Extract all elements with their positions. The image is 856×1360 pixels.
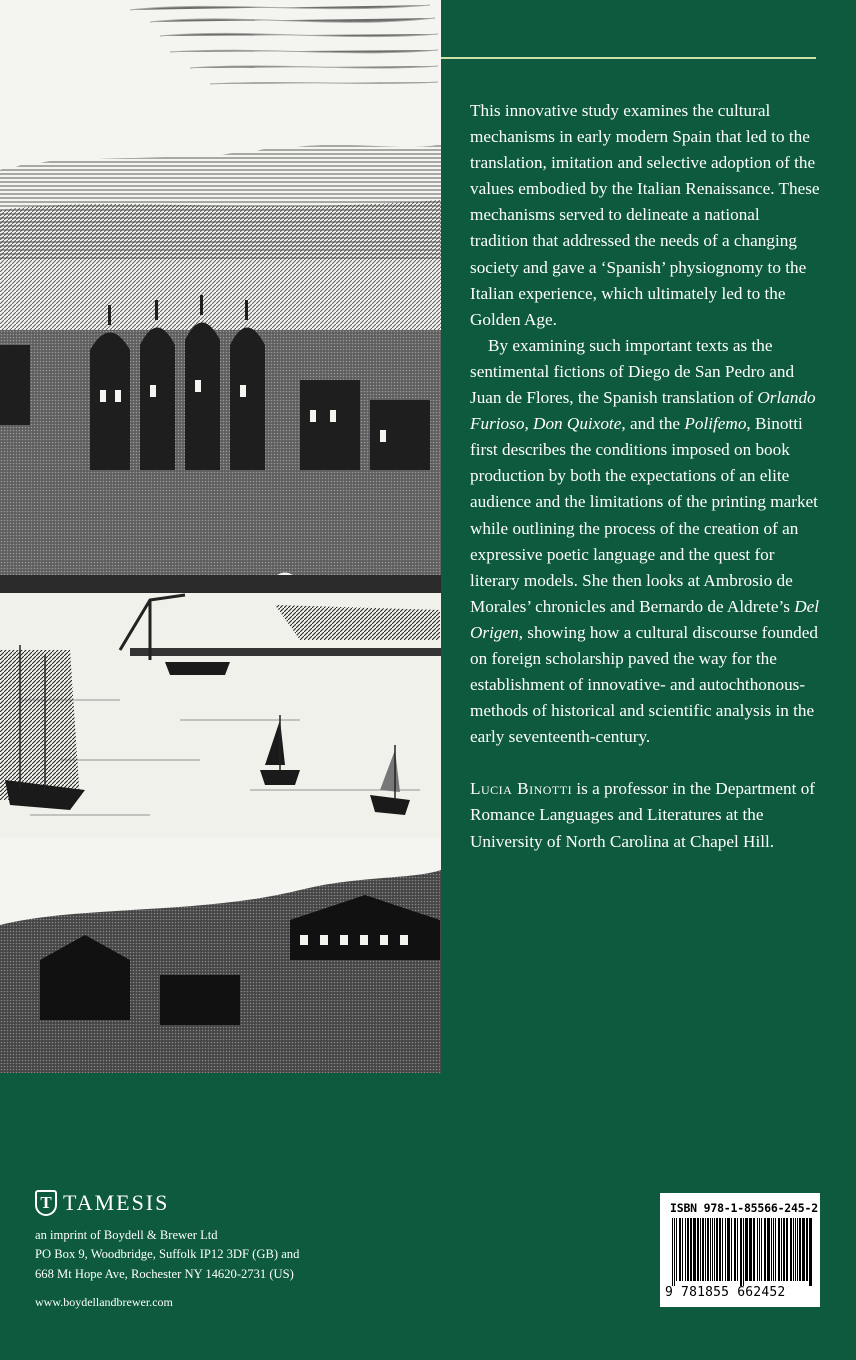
barcode-bar: [697, 1218, 699, 1281]
barcode-bar: [802, 1218, 805, 1281]
barcode-bar: [672, 1218, 673, 1286]
back-cover-blurb: [470, 98, 820, 855]
barcode-bar: [716, 1218, 718, 1281]
barcode-bar: [682, 1218, 683, 1281]
barcode-bar: [705, 1218, 706, 1281]
barcode-bar: [764, 1218, 766, 1281]
barcode-bar: [712, 1218, 713, 1281]
barcode-bar: [714, 1218, 715, 1281]
barcode-bar: [809, 1218, 812, 1286]
barcode-bar: [778, 1218, 780, 1281]
barcode-bar: [725, 1218, 726, 1281]
barcode-bar: [753, 1218, 755, 1281]
blurb-paragraph-1: This innovative study examines the cultural mechanisms in early modern Spain that led to the translation, imitation and selective adoption of the values embodied by the Italian Renaissance. These mechanisms served to delineate a national tradition that addressed the needs of a changing society and gave a ‘Spanish’ physiognomy to the Italian experience, which ultimately led to the Golden Age.: [470, 101, 820, 329]
barcode-bar: [806, 1218, 808, 1281]
barcode-bar: [731, 1218, 732, 1281]
barcode-bar: [745, 1218, 748, 1281]
barcode-bar: [740, 1218, 742, 1286]
barcode-bar: [775, 1218, 776, 1281]
barcode-bar: [790, 1218, 792, 1281]
barcode-bar: [781, 1218, 782, 1281]
barcode-bar: [734, 1218, 736, 1281]
cover-engraving: [0, 0, 441, 1073]
barcode-bar: [722, 1218, 723, 1281]
barcode-bars: [672, 1218, 812, 1286]
barcode-bar: [693, 1218, 696, 1281]
barcode-bar: [799, 1218, 801, 1281]
barcode-bar: [737, 1218, 738, 1281]
barcode-bar: [795, 1218, 796, 1281]
barcode-bar: [783, 1218, 785, 1281]
barcode-bar: [710, 1218, 711, 1281]
barcode-bar: [679, 1218, 681, 1281]
barcode-bar: [767, 1218, 770, 1281]
city-harbour-engraving-icon: [0, 0, 441, 1073]
author-bio: Lucia Binotti is a professor in the Department of Romance Languages and Literatures at the University of North Carolina at Chapel Hill.: [470, 779, 816, 851]
barcode-bar: [786, 1218, 788, 1281]
barcode-digits: 9 781855 662452: [665, 1285, 786, 1300]
barcode-bar: [690, 1218, 692, 1281]
publisher-url: www.boydellandbrewer.com: [35, 1294, 173, 1309]
barcode-bar: [685, 1218, 686, 1281]
tamesis-shield-icon: T: [35, 1190, 57, 1216]
barcode-bar: [773, 1218, 774, 1281]
top-rule: [441, 57, 816, 59]
barcode-bar: [757, 1218, 758, 1281]
isbn-barcode: [660, 1193, 820, 1307]
barcode-bar: [707, 1218, 709, 1281]
publisher-address: an imprint of Boydell & Brewer Ltd PO Box 9, Woodbridge, Suffolk IP12 3DF (GB) and 668 Mt Hope Ave, Rochester NY 14620-2731 (US): [35, 1228, 300, 1281]
barcode-bar: [797, 1218, 798, 1281]
barcode-bar: [687, 1218, 689, 1281]
publisher-block: [35, 1190, 299, 1310]
barcode-bar: [759, 1218, 760, 1281]
author-name: Lucia Binotti: [470, 779, 573, 799]
barcode-bar: [676, 1218, 677, 1281]
barcode-bar: [749, 1218, 752, 1281]
barcode-bar: [761, 1218, 762, 1281]
barcode-bar: [674, 1218, 675, 1286]
barcode-bar: [727, 1218, 730, 1281]
publisher-logo: [35, 1190, 299, 1216]
barcode-bar: [702, 1218, 704, 1281]
barcode-bar: [700, 1218, 701, 1281]
blurb-paragraph-2: By examining such important texts as the sentimental fictions of Diego de San Pedro and Juan de Flores, the Spanish translation of Orlando Furioso, Don Quixote, and the Polifemo, Binotti first describes the conditions imposed on book production by both the expectations of an elite audience and the limitations of the printing market while outlining the process of the creation of an expressive poetic language and the quest for literary models. She then looks at Ambrosio de Morales’ chronicles and Bernardo de Aldrete’s Del Origen, showing how a cultural discourse founded on foreign scholarship paved the way for the establishment of innovative- and autochthonous-methods of historical and scientific analysis in the early seventeenth-century.: [470, 335, 820, 747]
isbn-label: ISBN 978-1-85566-245-2: [670, 1201, 818, 1215]
barcode-bar: [771, 1218, 772, 1281]
barcode-bar: [793, 1218, 794, 1281]
barcode-bar: [743, 1218, 744, 1286]
barcode-bar: [719, 1218, 721, 1281]
publisher-name: TAMESIS: [63, 1190, 170, 1215]
